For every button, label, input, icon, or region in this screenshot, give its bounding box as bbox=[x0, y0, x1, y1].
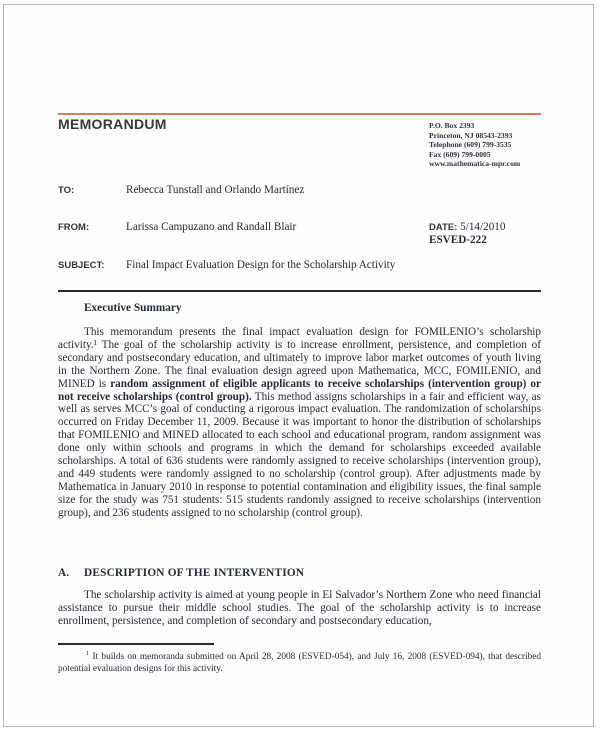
date-row bbox=[429, 221, 506, 234]
address-line: Telephone (609) 799-3535 bbox=[429, 140, 512, 150]
section-a-paragraph: The scholarship activity is aimed at young people in El Salvador’s Northern Zone who need financial assistance to pursue their middle school studies. The goal of the scholarship activity is to increase enrollment, persistence, and completion of secondary and postsecondary education, bbox=[58, 589, 541, 627]
exec-para-part1: This memorandum presents the final impact evaluation design for FOMILENIO’s scholarship activity.¹ The goal of the scholarship activity is to increase enrollment, persistence, and completion of secondary and postsecondary education, and ultimately to improve labor market outcomes of youth living in the Northern Zone. The final evaluation design agreed upon Mathematica, MCC, FOMILENIO, and MINED is bbox=[58, 326, 541, 390]
date-value: 5/14/2010 bbox=[460, 221, 506, 233]
section-a-heading bbox=[58, 567, 304, 579]
to-row bbox=[58, 184, 541, 196]
from-value: Larissa Campuzano and Randall Blair bbox=[126, 221, 297, 233]
date-block bbox=[429, 221, 506, 247]
address-line: P.O. Box 2393 bbox=[429, 121, 475, 130]
exec-para-bold-segment: random assignment of eligible applicants to receive scholarships (intervention group) or not receive scholarships (control group). bbox=[58, 377, 541, 403]
executive-summary-paragraph bbox=[58, 326, 541, 520]
letterhead-address bbox=[429, 121, 520, 169]
subject-label: SUBJECT: bbox=[58, 260, 105, 271]
section-a-title: DESCRIPTION OF THE INTERVENTION bbox=[84, 567, 305, 579]
from-label: FROM: bbox=[58, 222, 90, 233]
to-label: TO: bbox=[58, 185, 75, 196]
address-line: Fax (609) 799-0005 bbox=[429, 149, 491, 159]
address-line: Princeton, NJ 08543-2393 bbox=[429, 130, 513, 140]
subject-value: Final Impact Evaluation Design for the Scholarship Activity bbox=[126, 259, 396, 271]
header-accent-line bbox=[58, 113, 541, 115]
date-label: DATE: bbox=[429, 222, 458, 233]
to-value: Rebecca Tunstall and Orlando Martínez bbox=[126, 184, 305, 196]
footnote bbox=[58, 648, 541, 675]
memo-page bbox=[3, 4, 594, 727]
header-divider-rule bbox=[58, 290, 541, 292]
exec-para-part2: This method assigns scholarships in a fair and efficient way, as well as serves MCC’s goal of conducting a rigorous impact evaluation. The randomization of scholarships occurred on Friday December 11, 2009. Because it was important to honor the distribution of scholarships that FOMILENIO and MINED allocated to each school and educational program, random assignment was done only within schools and programs in which the demand for scholarships exceeded available scholarships. A total of 636 students were randomly assigned to receive scholarships (intervention group), and 449 students were randomly assigned to no scholarship (control group). After adjustments made by Mathematica in January 2010 in response to potential contamination and eligibility issues, the final sample size for the study was 751 students: 515 students randomly assigned to receive scholarships (intervention group), and 236 students assigned to no scholarship (control group). bbox=[58, 390, 541, 519]
footnote-separator-rule bbox=[58, 643, 214, 645]
footnote-marker: 1 bbox=[86, 650, 90, 657]
section-a-number: A. bbox=[58, 567, 70, 579]
reference-number: ESVED-222 bbox=[429, 234, 487, 246]
memo-title: MEMORANDUM bbox=[58, 116, 167, 132]
subject-row bbox=[58, 259, 541, 271]
footnote-text: It builds on memoranda submitted on April 28, 2008 (ESVED-054), and July 16, 2008 (ESVED-094), that described potential evaluation designs for this activity. bbox=[58, 652, 541, 675]
executive-summary-heading: Executive Summary bbox=[84, 302, 182, 314]
address-line: www.mathematica-mpr.com bbox=[429, 159, 521, 169]
